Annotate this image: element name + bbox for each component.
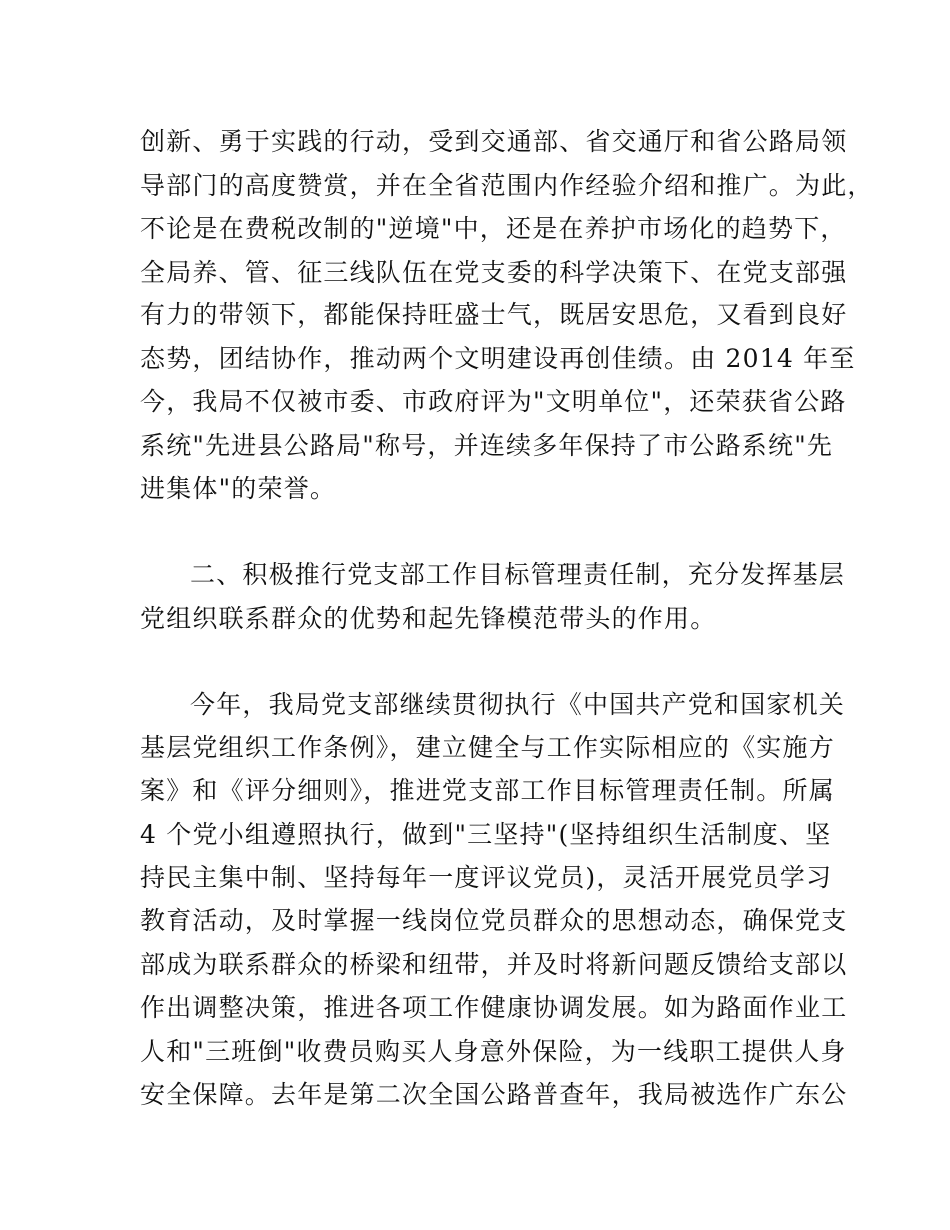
text-line: 人和"三班倒"收费员购买人身意外保险，为一线职工提供人身 xyxy=(140,1037,847,1066)
text-line: 进集体"的荣誉。 xyxy=(140,474,337,503)
text-line: 党组织联系群众的优势和起先锋模范带头的作用。 xyxy=(140,604,717,633)
text-line: 作出调整决策，推进各项工作健康协调发展。如为路面作业工 xyxy=(140,993,848,1022)
text-line: 教育活动，及时掌握一线岗位党员群众的思想动态，确保党支 xyxy=(140,906,848,935)
text-line: 有力的带领下，都能保持旺盛士气，既居安思危，又看到良好 xyxy=(140,300,848,329)
text-line: 二、积极推行党支部工作目标管理责任制，充分发挥基层 xyxy=(190,560,846,589)
text-line: 导部门的高度赞赏，并在全省范围内作经验介绍和推广。为此， xyxy=(140,171,874,200)
text-line: 创新、勇于实践的行动，受到交通部、省交通厅和省公路局领 xyxy=(140,127,848,156)
text-line: 今，我局不仅被市委、市政府评为"文明单位"，还荣获省公路 xyxy=(140,387,847,416)
text-line: 持民主集中制、坚持每年一度评议党员)，灵活开展党员学习 xyxy=(140,863,833,892)
text-line: 今年，我局党支部继续贯彻执行《中国共产党和国家机关 xyxy=(190,690,846,719)
text-line: 基层党组织工作条例》，建立健全与工作实际相应的《实施方 xyxy=(140,733,835,762)
text-line: 案》和《评分细则》，推进党支部工作目标管理责任制。所属 xyxy=(140,776,835,805)
text-line: 安全保障。去年是第二次全国公路普查年，我局被选作广东公 xyxy=(140,1080,848,1109)
text-line: 全局养、管、征三线队伍在党支委的科学决策下、在党支部强 xyxy=(140,258,848,287)
text-line: 部成为联系群众的桥梁和纽带，并及时将新问题反馈给支部以 xyxy=(140,950,848,979)
text-line: 4 个党小组遵照执行，做到"三坚持"(坚持组织生活制度、坚 xyxy=(140,820,832,849)
text-line: 不论是在费税改制的"逆境"中，还是在养护市场化的趋势下， xyxy=(140,214,847,243)
text-line: 系统"先进县公路局"称号，并连续多年保持了市公路系统"先 xyxy=(140,431,834,460)
text-line: 态势，团结协作，推动两个文明建设再创佳绩。由 2014 年至 xyxy=(140,344,856,373)
